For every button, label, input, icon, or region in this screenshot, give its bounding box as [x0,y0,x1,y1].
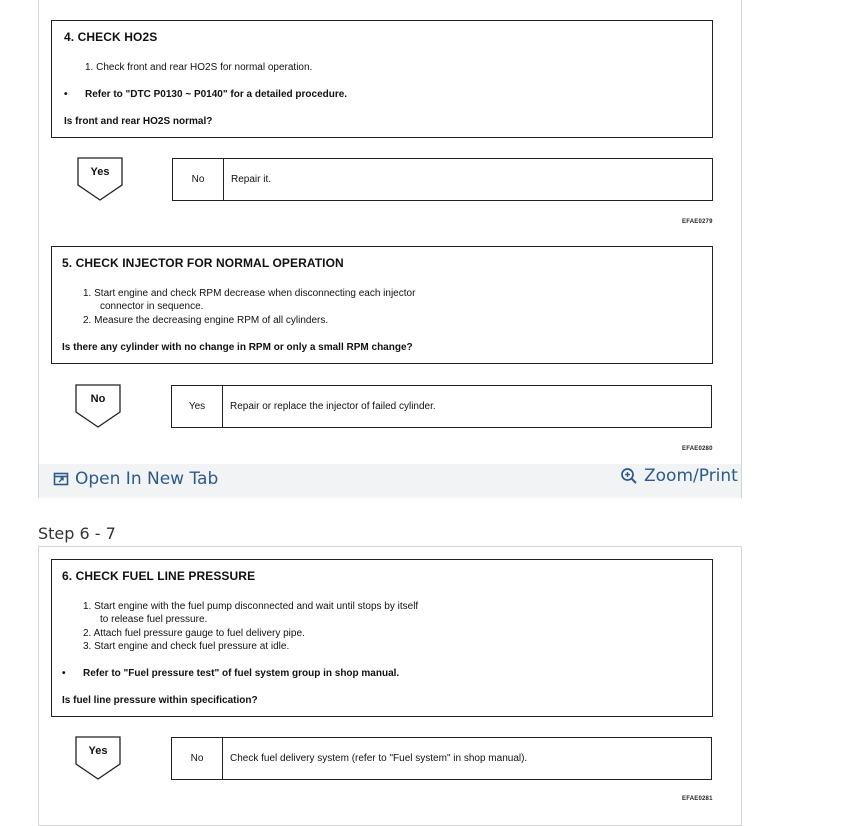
open-in-new-tab-icon [53,471,69,487]
step-4-title: 4. CHECK HO2S [64,30,158,44]
step-6-line-3: 3. Start engine and check fuel pressure at idle. [83,641,290,652]
step-5-pentagon-label: No [90,393,106,405]
pentagon-shape [75,736,121,780]
step-6-refer: Refer to "Fuel pressure test" of fuel system group in shop manual. [83,668,400,679]
figure-code-efae0281: EFAE0281 [682,796,713,802]
step-4-refer: Refer to "DTC P0130 ~ P0140" for a detailed procedure. [85,89,348,100]
step-5-box [51,246,713,364]
step-6-question: Is fuel line pressure within specification? [62,695,258,706]
step-6-title: 6. CHECK FUEL LINE PRESSURE [62,569,256,583]
step-5-no-pentagon [75,384,121,428]
step-6-box [51,559,713,717]
step-4-question: Is front and rear HO2S normal? [64,116,213,127]
pentagon-shape [77,157,123,201]
zoom-in-icon [620,467,638,485]
diagram-card-steps-6-7 [38,546,742,826]
step-6-bullet: • [62,668,66,679]
step-6-answer-label: No [172,738,223,779]
step-4-pentagon-label: Yes [90,166,110,178]
step-5-answer-box [171,385,712,428]
step-4-yes-pentagon [77,157,123,201]
step-5-answer-label: Yes [172,386,223,427]
step-6-line-1b: to release fuel pressure. [100,614,208,625]
step-5-line-1b: connector in sequence. [100,301,204,312]
step-5-answer-text: Repair or replace the injector of failed cylinder. [230,401,436,412]
step-4-answer-box [172,158,713,201]
step-4-bullet: • [64,89,68,100]
step-heading: Step 6 - 7 [38,524,116,543]
diagram-card-steps-4-5 [38,0,742,498]
open-in-new-tab-link[interactable] [53,469,218,489]
step-5-title: 5. CHECK INJECTOR FOR NORMAL OPERATION [62,256,344,270]
step-4-answer-text: Repair it. [231,174,272,185]
step-6-line-1: 1. Start engine with the fuel pump disconnected and wait until stops by itself [83,601,419,612]
step-5-line-1: 1. Start engine and check RPM decrease when disconnecting each injector [83,288,416,299]
step-4-line-1: 1. Check front and rear HO2S for normal operation. [85,62,313,73]
step-6-line-2: 2. Attach fuel pressure gauge to fuel delivery pipe. [83,628,305,639]
step-5-question: Is there any cylinder with no change in RPM or only a small RPM change? [62,342,413,353]
step-4-box [51,20,713,138]
zoom-print-label: Zoom/Print [644,466,738,486]
figure-code-efae0279: EFAE0279 [682,219,713,225]
open-in-new-tab-label: Open In New Tab [75,469,219,489]
step-4-answer-label: No [173,159,224,200]
pentagon-shape [75,384,121,428]
step-6-pentagon-label: Yes [88,745,108,757]
figure-code-efae0280: EFAE0280 [682,446,713,452]
step-6-answer-text: Check fuel delivery system (refer to "Fuel system" in shop manual). [230,753,528,764]
step-5-line-2: 2. Measure the decreasing engine RPM of all cylinders. [83,315,329,326]
step-6-answer-box [171,737,712,780]
zoom-print-link[interactable] [620,466,738,486]
step-6-yes-pentagon [75,736,121,780]
card-action-bar [39,464,741,498]
